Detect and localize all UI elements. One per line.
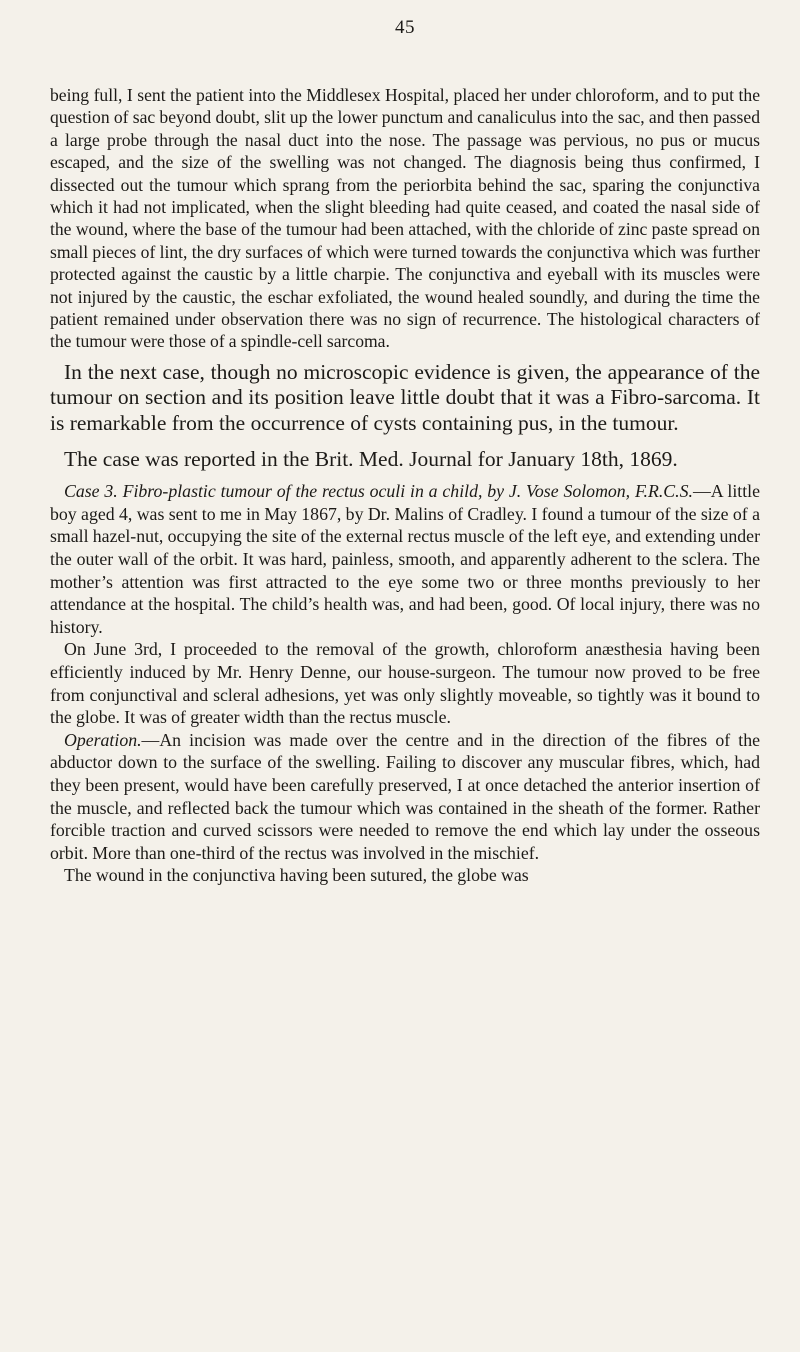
case-label: Case 3.	[64, 481, 118, 502]
operation-text: —An incision was made over the centre and in the direction of the fibres of the abductor down to the surface of the swelling. Failing to discover any muscular fibres, which, had they been present, would have been carefully preserved, I at once detached the anterior insertion of the muscle, and reflected back the tumour which was contained in the sheath of the former. Rather forcible traction and curved scissors were needed to remove the end which lay under the osseous orbit. More than one-third of the rectus was involved in the mischief.	[50, 729, 760, 863]
case-3-text: —A little boy aged 4, was sent to me in May 1867, by Dr. Malins of Cradley. I found a tumour of the size of a small hazel-nut, occupying the site of the external rectus muscle of the left eye, and extending under the outer wall of the orbit. It was hard, painless, smooth, and apparently adherent to the sclera. The mother’s attention was first attracted to the eye some two or three months previously to her attendance at the hospital. The child’s health was, and had been, good. Of local injury, there was no history.	[50, 481, 761, 637]
paragraph-fibro-sarcoma-note: In the next case, though no microscopic evidence is given, the appearance of the tumour on section and its position leave little doubt that it was a Fibro-sarcoma. It is remarkable from the occurrence of cysts containing pus, in the tumour.	[50, 359, 760, 436]
paragraph-removal: On June 3rd, I proceeded to the removal of the growth, chloroform anæsthesia having been efficiently induced by Mr. Henry Denne, our house-surgeon. The tumour now proved to be free from conjunctival and scleral adhesions, yet was only slightly moveable, so tightly was it bound to the globe. It was of greater width than the rectus muscle.	[50, 639, 760, 728]
case-title: Fibro-plastic tumour of the rectus oculi in a child, by J. Vose Solomon, F.R.C.S.	[122, 481, 693, 502]
operation-label: Operation.	[64, 729, 142, 750]
paragraph-case-2-continuation: being full, I sent the patient into the Middlesex Hospital, placed her under chloroform, and to put the question of sac beyond doubt, slit up the lower punctum and canaliculus into the sac, and then passed a large probe through the nasal duct into the nose. The passage was pervious, no pus or mucus escaped, and the size of the swelling was not changed. The diagnosis being thus confirmed, I dissected out the tumour which sprang from the periorbita behind the sac, sparing the conjunctiva which it had not implicated, when the slight bleeding had quite ceased, and coated the nasal side of the wound, where the base of the tumour had been attached, with the chloride of zinc paste spread on small pieces of lint, the dry surfaces of which were turned towards the conjunctiva which was further protected against the caustic by a little charpie. The conjunctiva and eyeball with its muscles were not injured by the caustic, the eschar exfoliated, the wound healed soundly, and during the time the patient remained under observation there was no sign of recurrence. The histological characters of the tumour were those of a spindle-cell sarcoma.	[50, 85, 760, 352]
page-number: 45	[395, 17, 415, 38]
paragraph-wound-sutured: The wound in the conjunctiva having been sutured, the globe was	[64, 865, 529, 886]
paragraph-report-reference: The case was reported in the Brit. Med. Journal for January 18th, 1869.	[64, 446, 678, 471]
paragraph-case-3	[50, 480, 760, 638]
paragraph-operation	[50, 729, 760, 865]
